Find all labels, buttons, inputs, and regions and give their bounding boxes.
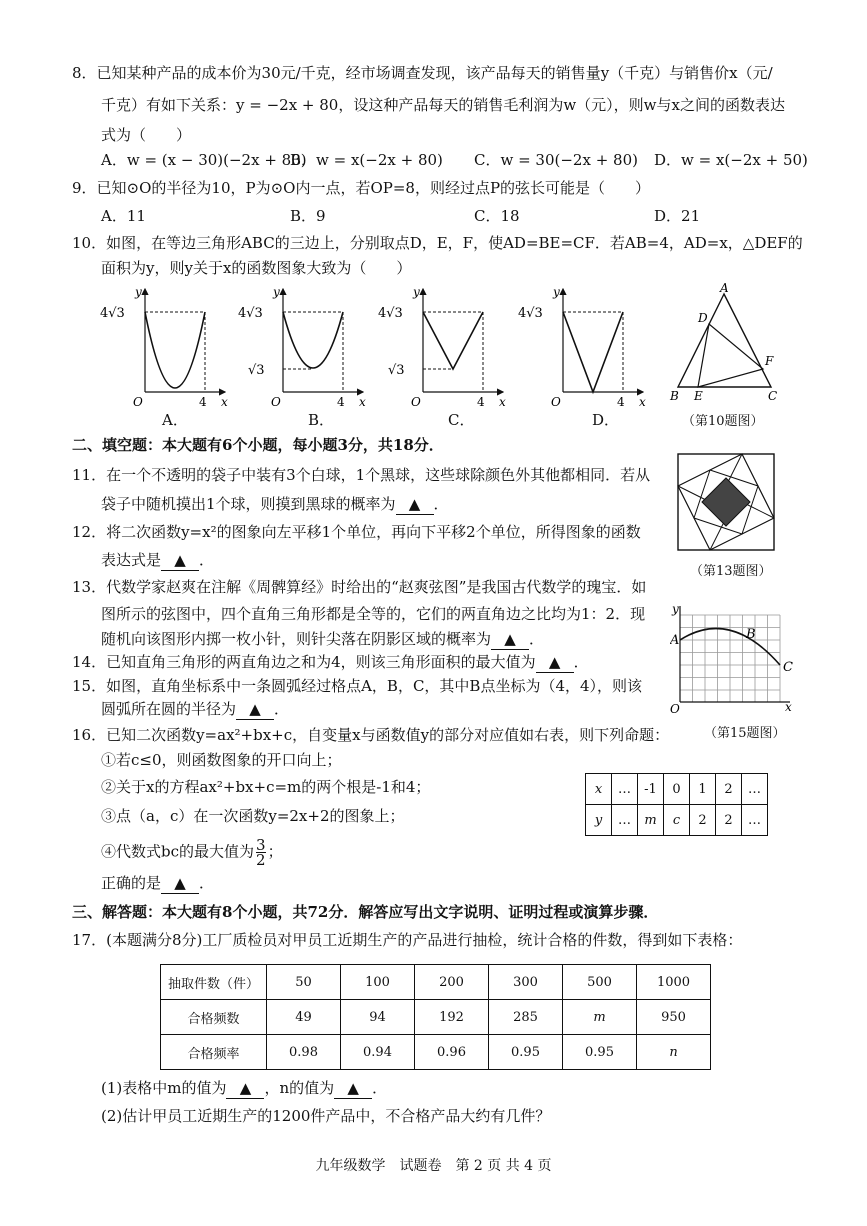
q16-answer-line (101, 873, 214, 894)
q8-line1: 8．已知某种产品的成本价为30元/千克，经市场调查发现，该产品每天的销售量y（千克）与销售价x（元/ (72, 64, 773, 82)
q10a-origin-label: O (133, 395, 143, 409)
q17-table-cell: 950 (637, 1000, 711, 1035)
q13-line2: 图所示的弦图中，四个直角三角形都是全等的，它们的两直角边之比均为1：2．现 (101, 605, 646, 623)
q17-table-cell: 0.95 (489, 1035, 563, 1070)
q15-grid (680, 615, 780, 702)
q11-answer-blank[interactable]: ▲ (396, 494, 434, 515)
q8-option-c: C．w = 30(−2x + 80) (474, 151, 638, 169)
tri-label-e: E (694, 389, 703, 403)
q16-table-cell: 2 (690, 805, 716, 836)
q17-table-header-cell: 抽取件数（件） (161, 965, 267, 1000)
q17-part2: (2)估计甲员工近期生产的1200件产品中，不合格产品大约有几件？ (101, 1107, 551, 1125)
q15-line1: 15．如图，直角坐标系中一条圆弧经过格点A，B，C，其中B点坐标为（4，4），则该 (72, 677, 643, 695)
q8-line3: 式为（ ） (101, 126, 192, 144)
q10a-four-label: 4 (199, 395, 207, 409)
q10-graph-c (378, 285, 506, 409)
q16-table-cell: -1 (638, 774, 664, 805)
q12-line2 (101, 550, 214, 571)
q17-table-cell: 500 (563, 965, 637, 1000)
q10a-x-label: x (221, 395, 228, 409)
q10-option-b: B． (308, 411, 335, 429)
q14-answer-blank[interactable]: ▲ (536, 652, 574, 673)
q15-point-a: A (670, 633, 680, 648)
q16-table-cell: 0 (664, 774, 690, 805)
q16-table-cell: m (638, 805, 664, 836)
q10c-ymin-label: √3 (388, 363, 405, 378)
q17-table-cell: 0.96 (415, 1035, 489, 1070)
q17-table-cell: 285 (489, 1000, 563, 1035)
q9-line1: 9．已知⊙O的半径为10，P为⊙O内一点，若OP=8，则经过点P的弦长可能是（ ） (72, 179, 651, 197)
q16-statement-3: ③点（a，c）在一次函数y=2x+2的图象上； (101, 807, 405, 825)
q17-part1 (101, 1078, 387, 1099)
q16-text: 正确的是 (101, 874, 162, 892)
q17-table-header-cell: 合格频数 (161, 1000, 267, 1035)
q15-origin-label: O (670, 702, 680, 715)
q9-option-b: B．9 (290, 207, 326, 225)
q16-table-cell: x (586, 774, 612, 805)
tri-label-d: D (698, 311, 708, 325)
q16-table-cell: … (742, 805, 768, 836)
tri-label-f: F (765, 354, 774, 368)
q13-end: ． (529, 630, 545, 648)
q10b-origin-label: O (271, 395, 281, 409)
q17-table-cell: 1000 (637, 965, 711, 1000)
q16-table-row (586, 805, 768, 836)
page-footer: 九年级数学 试题卷 第 2 页 共 4 页 (315, 1158, 552, 1174)
q10-option-d: D． (592, 411, 620, 429)
q10-graph-d (518, 285, 646, 409)
q16-s4-end: ； (267, 842, 283, 861)
q13-figure (676, 452, 776, 552)
q16-table-cell: … (742, 774, 768, 805)
q16-table-cell: y (586, 805, 612, 836)
q17-p1-text: (1)表格中m的值为 (101, 1079, 227, 1097)
q17-p1-end: ． (372, 1079, 388, 1097)
q17-table-cell: 0.95 (563, 1035, 637, 1070)
q10b-ymin-label: √3 (248, 363, 265, 378)
q17-table-cell: 0.94 (341, 1035, 415, 1070)
q16-table-cell: … (612, 774, 638, 805)
q14-text: 14．已知直角三角形的两直角边之和为4，则该三角形面积的最大值为 (72, 653, 536, 671)
q16-line1: 16．已知二次函数y=ax²+bx+c，自变量x与函数值y的部分对应值如右表，则下列命题： (72, 726, 670, 744)
q10c-x-label: x (499, 395, 506, 409)
q10b-ymax-label: 4√3 (238, 306, 263, 321)
q17-table-cell: 300 (489, 965, 563, 1000)
q10d-y-label: y (553, 285, 560, 299)
q8-option-a: A．w = (x − 30)(−2x + 80) (101, 151, 307, 169)
q11-text: 袋子中随机摸出1个球，则摸到黑球的概率为 (101, 495, 396, 513)
q16-statement-1: ①若c≤0，则函数图象的开口向上； (101, 751, 342, 769)
q17-line1: 17．(本题满分8分)工厂质检员对甲员工近期生产的产品进行抽检，统计合格的件数，得到如下表格： (72, 931, 743, 949)
q10-line2: 面积为y，则y关于x的函数图象大致为（ ） (101, 259, 412, 277)
q17-table-cell: 192 (415, 1000, 489, 1035)
q10-option-c: C． (448, 411, 475, 429)
q10-graph-a (100, 285, 228, 409)
q17-table-cell: m (563, 1000, 637, 1035)
q15-y-label: y (672, 603, 679, 616)
q13-line1: 13．代数学家赵爽在注解《周髀算经》时给出的“赵爽弦图”是我国古代数学的瑰宝．如 (72, 578, 647, 596)
q17-m-answer-blank[interactable]: ▲ (226, 1078, 264, 1099)
q10c-four-label: 4 (477, 395, 485, 409)
q16-table-cell: c (664, 805, 690, 836)
q12-answer-blank[interactable]: ▲ (161, 550, 199, 571)
q8-line2: 千克）有如下关系：y = −2x + 80，设这种产品每天的销售毛利润为w（元），则w与x之间的函数表达 (101, 96, 785, 114)
q10d-x-label: x (639, 395, 646, 409)
section3-heading: 三、解答题：本大题有8个小题，共72分．解答应写出文字说明、证明过程或演算步骤． (72, 903, 659, 921)
q14-line (72, 652, 589, 673)
q17-table-header-cell: 合格频率 (161, 1035, 267, 1070)
q17-table-row (161, 1035, 711, 1070)
q16-fraction-den: 2 (256, 851, 266, 869)
q17-table-cell: 50 (267, 965, 341, 1000)
q17-table-row (161, 1000, 711, 1035)
q16-fraction-num: 3 (256, 836, 266, 854)
q8-option-d: D．w = x(−2x + 50) (654, 151, 808, 169)
q10c-y-label: y (413, 285, 420, 299)
q14-end: ． (573, 653, 589, 671)
q10c-origin-label: O (411, 395, 421, 409)
q16-value-table (585, 773, 768, 836)
q17-table (160, 964, 711, 1070)
q17-table-cell: n (637, 1035, 711, 1070)
q17-table-cell: 49 (267, 1000, 341, 1035)
q17-table-row (161, 965, 711, 1000)
q10-caption: （第10题图） (682, 414, 764, 429)
q10-triangle-figure (668, 282, 788, 407)
q13-answer-blank[interactable]: ▲ (491, 629, 529, 650)
q8-option-b: B．w = x(−2x + 80) (290, 151, 443, 169)
q10-graphs (95, 284, 655, 414)
q17-table-cell: 0.98 (267, 1035, 341, 1070)
q15-line2 (101, 699, 289, 720)
tri-label-a: A (720, 282, 729, 295)
q17-table-cell: 100 (341, 965, 415, 1000)
q15-point-c: C (783, 660, 793, 675)
q13-line3 (101, 629, 544, 650)
q9-option-c: C．18 (474, 207, 520, 225)
q16-table-cell: 2 (716, 774, 742, 805)
q13-text: 随机向该图形内掷一枚小针，则针尖落在阴影区域的概率为 (101, 630, 492, 648)
q13-caption: （第13题图） (690, 564, 772, 579)
q15-figure (670, 603, 795, 715)
q15-point-b: B (746, 627, 756, 642)
q15-caption: （第15题图） (704, 726, 786, 741)
q9-option-a: A．11 (101, 207, 146, 225)
q10d-origin-label: O (551, 395, 561, 409)
q10d-four-label: 4 (617, 395, 625, 409)
q10b-four-label: 4 (337, 395, 345, 409)
q9-option-d: D．21 (654, 207, 701, 225)
q10b-y-label: y (273, 285, 280, 299)
q16-table-cell: 2 (716, 805, 742, 836)
q17-p1-mid: ，n的值为 (264, 1079, 335, 1097)
q15-end: ． (274, 700, 290, 718)
section2-heading: 二、填空题：本大题有6个小题，每小题3分，共18分． (72, 436, 444, 454)
q16-answer-blank[interactable]: ▲ (161, 873, 199, 894)
q16-end: ． (199, 874, 215, 892)
q10c-ymax-label: 4√3 (378, 306, 403, 321)
q16-fraction (256, 838, 266, 867)
q10a-y-label: y (135, 285, 142, 299)
q10b-x-label: x (359, 395, 366, 409)
q12-line1: 12．将二次函数y=x²的图象向左平移1个单位，再向下平移2个单位，所得图象的函数 (72, 523, 641, 541)
tri-label-c: C (768, 389, 778, 403)
q15-text: 圆弧所在圆的半径为 (101, 700, 237, 718)
tri-label-b: B (670, 389, 679, 403)
q10-line1: 10．如图，在等边三角形ABC的三边上，分别取点D，E，F，使AD=BE=CF．若AB=4，AD=x，△DEF的 (72, 234, 803, 252)
q11-line2 (101, 494, 449, 515)
q10a-ymax-label: 4√3 (100, 306, 125, 321)
q11-line1: 11．在一个不透明的袋子中装有3个白球，1个黑球，这些球除颜色外其他都相同．若从 (72, 466, 651, 484)
q10-graph-b (238, 285, 366, 409)
q16-table-cell: 1 (690, 774, 716, 805)
q16-s4-text: ④代数式bc的最大值为 (101, 842, 255, 861)
q12-text: 表达式是 (101, 551, 162, 569)
q17-table-cell: 200 (415, 965, 489, 1000)
q17-table-cell: 94 (341, 1000, 415, 1035)
q10-option-a: A． (162, 411, 188, 429)
q10d-ymax-label: 4√3 (518, 306, 543, 321)
q16-table-row (586, 774, 768, 805)
q17-n-answer-blank[interactable]: ▲ (334, 1078, 372, 1099)
q12-end: ． (199, 551, 215, 569)
q16-statement-2: ②关于x的方程ax²+bx+c=m的两个根是-1和4； (101, 778, 431, 796)
q15-x-label: x (785, 700, 792, 714)
q16-table-cell: … (612, 805, 638, 836)
q11-end: ． (433, 495, 449, 513)
q16-statement-4 (101, 838, 283, 867)
q15-answer-blank[interactable]: ▲ (236, 699, 274, 720)
